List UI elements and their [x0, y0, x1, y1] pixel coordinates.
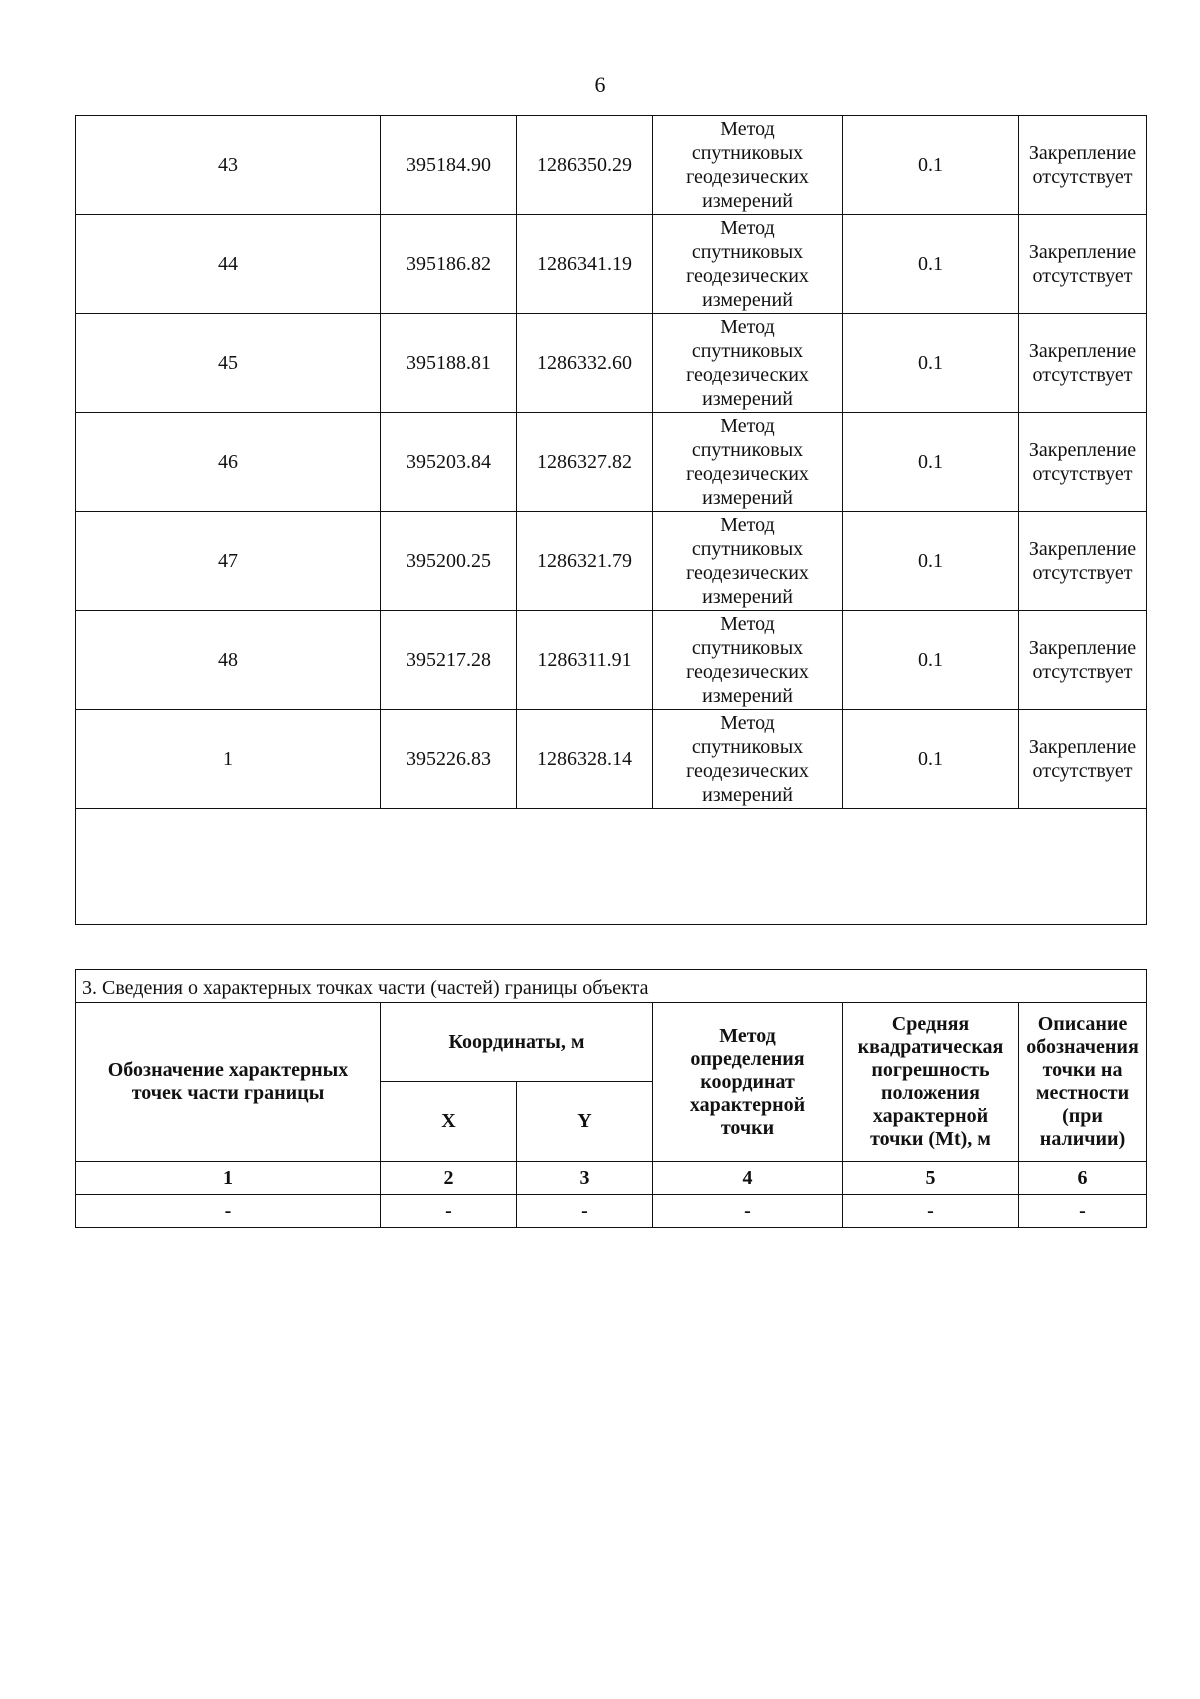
- method-line: измерений: [702, 784, 793, 806]
- column-number: 6: [1019, 1162, 1147, 1195]
- header-accuracy-line: точки (Mt), м: [870, 1128, 991, 1150]
- header-accuracy-line: Средняя: [891, 1013, 970, 1035]
- header-description: [1019, 1003, 1147, 1162]
- method-cell: [653, 314, 843, 413]
- coord-x: 395203.84: [381, 413, 517, 512]
- column-number: 5: [843, 1162, 1019, 1195]
- method-line: спутниковых: [691, 637, 804, 659]
- method-line: Метод: [720, 316, 775, 338]
- description-line: отсутствует: [1032, 562, 1133, 584]
- description-line: отсутствует: [1032, 265, 1133, 287]
- description-cell: [1019, 512, 1147, 611]
- data-cell: -: [653, 1195, 843, 1228]
- description-cell: [1019, 413, 1147, 512]
- description-cell: [1019, 116, 1147, 215]
- header-description-line: обозначения: [1026, 1036, 1139, 1058]
- method-line: измерений: [702, 586, 793, 608]
- method-line: геодезических: [686, 562, 809, 584]
- description-line: отсутствует: [1032, 463, 1133, 485]
- description-line: Закрепление: [1028, 340, 1137, 362]
- method-cell: [653, 215, 843, 314]
- header-method-line: координат: [700, 1070, 795, 1093]
- accuracy: 0.1: [843, 215, 1019, 314]
- method-line: геодезических: [686, 463, 809, 485]
- description-cell: [1019, 215, 1147, 314]
- section3-table: [75, 969, 1147, 1228]
- coord-y: 1286311.91: [517, 611, 653, 710]
- method-line: измерений: [702, 487, 793, 509]
- description-line: Закрепление: [1028, 637, 1137, 659]
- data-cell: -: [843, 1195, 1019, 1228]
- method-cell: [653, 116, 843, 215]
- header-accuracy-line: квадратическая: [857, 1036, 1004, 1058]
- coord-x: 395226.83: [381, 710, 517, 809]
- header-designation-line: Обозначение характерных: [107, 1059, 349, 1081]
- method-line: измерений: [702, 685, 793, 707]
- description-line: Закрепление: [1028, 538, 1137, 560]
- accuracy: 0.1: [843, 710, 1019, 809]
- method-cell: [653, 512, 843, 611]
- coord-x: 395200.25: [381, 512, 517, 611]
- empty-row: [76, 809, 1147, 925]
- method-cell: [653, 710, 843, 809]
- method-line: Метод: [720, 415, 775, 437]
- method-line: спутниковых: [691, 736, 804, 758]
- empty-cell: [76, 809, 1147, 925]
- method-line: геодезических: [686, 265, 809, 287]
- point-id: 46: [76, 413, 381, 512]
- method-line: Метод: [720, 613, 775, 635]
- point-id: 45: [76, 314, 381, 413]
- accuracy: 0.1: [843, 611, 1019, 710]
- page-number: 6: [594, 72, 606, 97]
- method-line: Метод: [720, 118, 775, 140]
- header-accuracy-line: характерной: [872, 1105, 989, 1127]
- header-coordinates: Координаты, м: [381, 1003, 653, 1082]
- description-line: Закрепление: [1028, 241, 1137, 263]
- point-id: 48: [76, 611, 381, 710]
- method-line: спутниковых: [691, 241, 804, 263]
- header-method-line: Метод: [719, 1024, 776, 1047]
- coord-x: 395186.82: [381, 215, 517, 314]
- boundary-point-row: [76, 314, 1147, 413]
- method-line: измерений: [702, 190, 793, 212]
- header-description-line: точки на: [1042, 1059, 1123, 1081]
- point-id: 43: [76, 116, 381, 215]
- boundary-points-table: [75, 115, 1147, 925]
- coord-x: 395184.90: [381, 116, 517, 215]
- header-description-line: (при: [1062, 1105, 1103, 1127]
- method-line: Метод: [720, 217, 775, 239]
- accuracy: 0.1: [843, 314, 1019, 413]
- method-line: спутниковых: [691, 142, 804, 164]
- coord-y: 1286328.14: [517, 710, 653, 809]
- description-cell: [1019, 314, 1147, 413]
- coord-y: 1286341.19: [517, 215, 653, 314]
- header-accuracy-line: положения: [881, 1082, 980, 1104]
- accuracy: 0.1: [843, 512, 1019, 611]
- description-line: отсутствует: [1032, 166, 1133, 188]
- column-number: 4: [653, 1162, 843, 1195]
- point-id: 47: [76, 512, 381, 611]
- method-cell: [653, 413, 843, 512]
- description-line: отсутствует: [1032, 760, 1133, 782]
- coord-y: 1286332.60: [517, 314, 653, 413]
- coord-x: 395217.28: [381, 611, 517, 710]
- boundary-point-row: [76, 710, 1147, 809]
- method-cell: [653, 611, 843, 710]
- data-cell: -: [517, 1195, 653, 1228]
- description-cell: [1019, 611, 1147, 710]
- data-cell: -: [76, 1195, 381, 1228]
- boundary-point-row: [76, 611, 1147, 710]
- method-line: измерений: [702, 289, 793, 311]
- boundary-point-row: [76, 413, 1147, 512]
- coord-x: 395188.81: [381, 314, 517, 413]
- coord-y: 1286350.29: [517, 116, 653, 215]
- column-number: 1: [76, 1162, 381, 1195]
- method-line: Метод: [720, 712, 775, 734]
- boundary-point-row: [76, 215, 1147, 314]
- description-line: отсутствует: [1032, 661, 1133, 683]
- boundary-point-row: [76, 116, 1147, 215]
- column-numbers-row: [76, 1162, 1147, 1195]
- header-y: Y: [517, 1082, 653, 1162]
- header-accuracy-line: погрешность: [871, 1059, 990, 1081]
- header-designation-line: точек части границы: [131, 1082, 325, 1104]
- method-line: спутниковых: [691, 439, 804, 461]
- method-line: геодезических: [686, 760, 809, 782]
- header-method-line: определения: [690, 1047, 805, 1070]
- data-cell: -: [1019, 1195, 1147, 1228]
- header-accuracy: [843, 1003, 1019, 1162]
- header-method-line: точки: [720, 1116, 775, 1139]
- coord-y: 1286321.79: [517, 512, 653, 611]
- point-id: 44: [76, 215, 381, 314]
- method-line: спутниковых: [691, 340, 804, 362]
- header-designation: [76, 1003, 381, 1162]
- header-description-line: Описание: [1037, 1013, 1128, 1035]
- method-line: Метод: [720, 514, 775, 536]
- data-cell: -: [381, 1195, 517, 1228]
- description-cell: [1019, 710, 1147, 809]
- coord-y: 1286327.82: [517, 413, 653, 512]
- header-description-line: наличии): [1039, 1128, 1126, 1150]
- description-line: Закрепление: [1028, 439, 1137, 461]
- section3-data-row: [76, 1195, 1147, 1228]
- section3-title: 3. Сведения о характерных точках части (частей) границы объекта: [76, 970, 1147, 1003]
- header-x: X: [381, 1082, 517, 1162]
- point-id: 1: [76, 710, 381, 809]
- method-line: геодезических: [686, 661, 809, 683]
- column-number: 2: [381, 1162, 517, 1195]
- method-line: измерений: [702, 388, 793, 410]
- accuracy: 0.1: [843, 413, 1019, 512]
- accuracy: 0.1: [843, 116, 1019, 215]
- column-number: 3: [517, 1162, 653, 1195]
- method-line: геодезических: [686, 166, 809, 188]
- method-line: геодезических: [686, 364, 809, 386]
- header-method-line: характерной: [689, 1093, 806, 1116]
- method-line: спутниковых: [691, 538, 804, 560]
- header-method: [653, 1003, 843, 1162]
- description-line: Закрепление: [1028, 142, 1137, 164]
- description-line: отсутствует: [1032, 364, 1133, 386]
- boundary-point-row: [76, 512, 1147, 611]
- description-line: Закрепление: [1028, 736, 1137, 758]
- header-description-line: местности: [1035, 1082, 1130, 1104]
